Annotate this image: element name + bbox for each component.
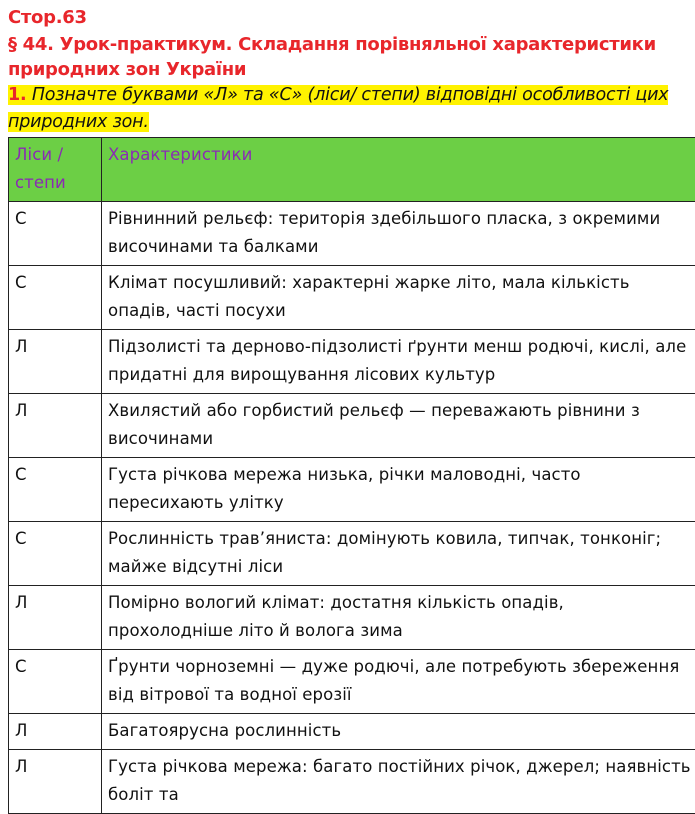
table-row — [9, 750, 695, 814]
table-row — [9, 330, 695, 394]
comparison-table — [8, 137, 695, 814]
zone-cell: Л — [9, 394, 102, 458]
page-reference: Стор.63 — [8, 6, 87, 30]
zone-cell: С — [9, 650, 102, 714]
zone-cell: С — [9, 458, 102, 522]
characteristic-cell: Багатоярусна рослинність — [102, 714, 695, 750]
table-row — [9, 522, 695, 586]
characteristic-cell: Хвилястий або горбистий рельєф — переважають рівнини з височинами — [102, 394, 695, 458]
characteristic-cell: Рослинність трав’яниста: домінують ковила, типчак, тонконіг; майже відсутні ліси — [102, 522, 695, 586]
zone-cell: С — [9, 266, 102, 330]
zone-cell: Л — [9, 586, 102, 650]
header-characteristics: Характеристики — [102, 138, 695, 202]
table-row — [9, 394, 695, 458]
table-row — [9, 714, 695, 750]
header-zone: Ліси / степи — [9, 138, 102, 202]
characteristic-cell: Ґрунти чорноземні — дуже родючі, але потребують збереження від вітрової та водної ерозії — [102, 650, 695, 714]
zone-cell: Л — [9, 714, 102, 750]
section-title: § 44. Урок-практикум. Складання порівняльної характеристики природних зон України — [8, 32, 688, 82]
task-text: Позначте буквами «Л» та «С» (ліси/ степи) відповідні особливості цих природних зон. — [8, 85, 668, 132]
table-row — [9, 266, 695, 330]
zone-cell: С — [9, 522, 102, 586]
characteristic-cell: Густа річкова мережа: багато постійних річок, джерел; наявність боліт та — [102, 750, 695, 814]
table-row — [9, 650, 695, 714]
table-row — [9, 586, 695, 650]
table-row — [9, 458, 695, 522]
task-number: 1. — [8, 85, 26, 105]
characteristic-cell: Рівнинний рельєф: територія здебільшого пласка, з окремими височинами та балками — [102, 202, 695, 266]
table-row — [9, 202, 695, 266]
characteristic-cell: Густа річкова мережа низька, річки маловодні, часто пересихають улітку — [102, 458, 695, 522]
zone-cell: Л — [9, 750, 102, 814]
characteristic-cell: Підзолисті та дерново-підзолисті ґрунти менш родючі, кислі, але придатні для вирощування лісових культур — [102, 330, 695, 394]
task-instruction — [8, 82, 693, 136]
table-header-row — [9, 138, 695, 202]
zone-cell: С — [9, 202, 102, 266]
characteristic-cell: Помірно вологий клімат: достатня кількість опадів, прохолодніше літо й волога зима — [102, 586, 695, 650]
zone-cell: Л — [9, 330, 102, 394]
characteristic-cell: Клімат посушливий: характерні жарке літо, мала кількість опадів, часті посухи — [102, 266, 695, 330]
